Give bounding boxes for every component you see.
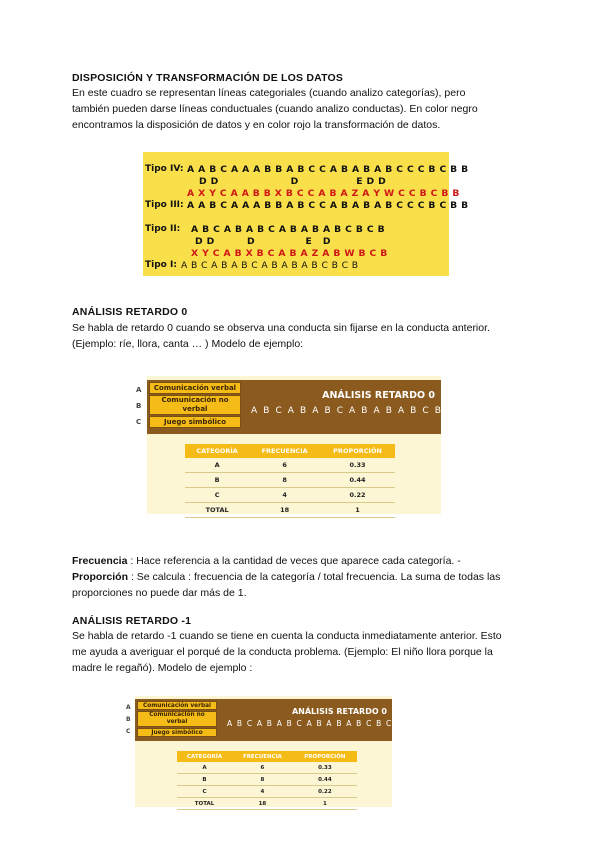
table-cell: B [177, 774, 232, 786]
table-cell: A [185, 458, 249, 473]
table-cell: 6 [232, 762, 293, 774]
table-cell: 18 [249, 503, 320, 518]
table-cell: 0.44 [320, 473, 395, 488]
retardo-0-figure [133, 376, 468, 514]
table-cell: 4 [249, 488, 320, 503]
table-cell: TOTAL [185, 503, 249, 518]
paragraph-line: Se habla de retardo -1 cuando se tiene en cuenta la conducta inmediatamente anterior. Esto [72, 630, 502, 642]
table-cell: TOTAL [177, 798, 232, 810]
table-cell: 1 [293, 798, 357, 810]
term-label: Proporción [72, 571, 129, 583]
table-cell: 4 [232, 786, 293, 798]
category-box: Comunicación verbal [149, 382, 241, 394]
table-cell: 0.44 [293, 774, 357, 786]
table-row [177, 786, 357, 798]
tipo4-label: Tipo IV: [145, 164, 184, 174]
table-header-row [185, 444, 395, 458]
paragraph-line: madre le regañó). Modelo de ejemplo : [72, 662, 253, 674]
table-row [185, 503, 395, 518]
paragraph-line: Se habla de retardo 0 cuando se observa una conducta sin fijarse en la conducta anterior. [72, 322, 490, 334]
tipo4-sequence: A A B C A A A B B A B C C A B A B A B C C C B C B B [187, 164, 469, 175]
table-cell: A [177, 762, 232, 774]
definitions-paragraph [72, 553, 542, 601]
tipo2-transformed-sequence: X Y C A B X B C A B A Z A B W B C B [191, 248, 388, 259]
table-cell: B [185, 473, 249, 488]
definition-frecuencia [72, 553, 542, 569]
section-paragraph-retardo-1 [72, 628, 542, 676]
term-definition: : Se calcula : frecuencia de la categoría / total frecuencia. La suma de todas las [130, 571, 501, 583]
table-cell: 0.22 [293, 786, 357, 798]
table-cell: 8 [249, 473, 320, 488]
frequency-table [177, 751, 357, 810]
tipo3-sequence: A A B C A A A B B A B C C A B A B A B C C C B C B B [187, 200, 469, 211]
category-letter: B [136, 402, 142, 410]
table-cell: 1 [320, 503, 395, 518]
paragraph-line: proporciones no puede dar más de 1. [72, 587, 247, 599]
paragraph-line: (Ejemplo: ríe, llora, canta … ) Modelo de ejemplo: [72, 338, 304, 350]
section-title-retardo-0: ANÁLISIS RETARDO 0 [72, 306, 188, 318]
category-box: Juego simbólico [149, 416, 241, 428]
disposition-figure [143, 152, 469, 276]
figure-sequence: A B C A B A B C A B A B A B C B C B [251, 406, 468, 416]
table-row [177, 798, 357, 810]
table-row [185, 473, 395, 488]
term-label: Frecuencia [72, 555, 128, 567]
section-title-disposicion: DISPOSICIÓN Y TRANSFORMACIÓN DE LOS DATOS [72, 72, 344, 84]
figure-title: ANÁLISIS RETARDO 0 [291, 707, 387, 716]
section-paragraph-retardo-0 [72, 320, 532, 352]
frequency-table [185, 444, 395, 518]
category-box: Juego simbólico [137, 728, 217, 737]
category-letter-column [133, 376, 147, 514]
figure-title: ANÁLISIS RETARDO 0 [322, 390, 435, 401]
table-row [185, 458, 395, 473]
section-paragraph-disposicion [72, 85, 532, 133]
category-letter: B [126, 716, 131, 723]
section-title-retardo-1: ANÁLISIS RETARDO -1 [72, 615, 192, 627]
category-letter: C [136, 418, 142, 426]
table-cell: 8 [232, 774, 293, 786]
paragraph-line: también pueden darse líneas conductuales (cuando analizo conductas). En color negro [72, 103, 478, 115]
table-cell: C [177, 786, 232, 798]
table-cell: C [185, 488, 249, 503]
tipo3-label: Tipo III: [145, 200, 184, 210]
category-box: Comunicación verbal [137, 701, 217, 710]
tipo2-label: Tipo II: [145, 224, 181, 234]
table-row [177, 762, 357, 774]
category-letter: A [136, 386, 142, 394]
table-cell: 0.22 [320, 488, 395, 503]
retardo-1-figure [123, 696, 403, 807]
column-header: FRECUENCIA [249, 444, 320, 458]
category-box: Comunicación no verbal [137, 711, 217, 727]
column-header: CATEGORÍA [177, 751, 232, 762]
category-box: Comunicación no verbal [149, 395, 241, 415]
paragraph-line: me ayuda a averiguar el porqué de la conducta problema. (Ejemplo: El niño llora porque la [72, 646, 493, 658]
tipo2-sequence: A B C A B A B C A B A B A B C B C B [191, 224, 386, 235]
table-cell: 0.33 [320, 458, 395, 473]
tipo4-dd-markers: D D D E D D [199, 176, 387, 187]
figure-sequence: A B C A B A B C A B A B A B C B C B [227, 719, 403, 728]
table-cell: 0.33 [293, 762, 357, 774]
definition-proporcion [72, 569, 542, 585]
column-header: FRECUENCIA [232, 751, 293, 762]
table-cell: 6 [249, 458, 320, 473]
table-header-row [177, 751, 357, 762]
column-header: PROPORCIÓN [293, 751, 357, 762]
tipo2-dd-markers: D D D E D [195, 236, 331, 247]
category-letter-column [123, 696, 135, 807]
term-definition: : Hace referencia a la cantidad de veces que aparece cada categoría. - [130, 555, 461, 567]
paragraph-line: En este cuadro se representan líneas categoriales (cuando analizo categorías), pero [72, 87, 466, 99]
table-row [177, 774, 357, 786]
column-header: CATEGORÍA [185, 444, 249, 458]
table-row [185, 488, 395, 503]
tipo1-sequence: A B C A B A B C A B A B A B C B C B [181, 260, 359, 271]
category-letter: C [126, 728, 131, 735]
tipo4-transformed-sequence: A X Y C A A B B X B C C A B A Z A Y W C C B C B B [187, 188, 460, 199]
category-letter: A [126, 704, 131, 711]
paragraph-line: encontramos la disposición de datos y en color rojo la transformación de datos. [72, 119, 441, 131]
column-header: PROPORCIÓN [320, 444, 395, 458]
tipo1-label: Tipo I: [145, 260, 177, 270]
table-cell: 18 [232, 798, 293, 810]
